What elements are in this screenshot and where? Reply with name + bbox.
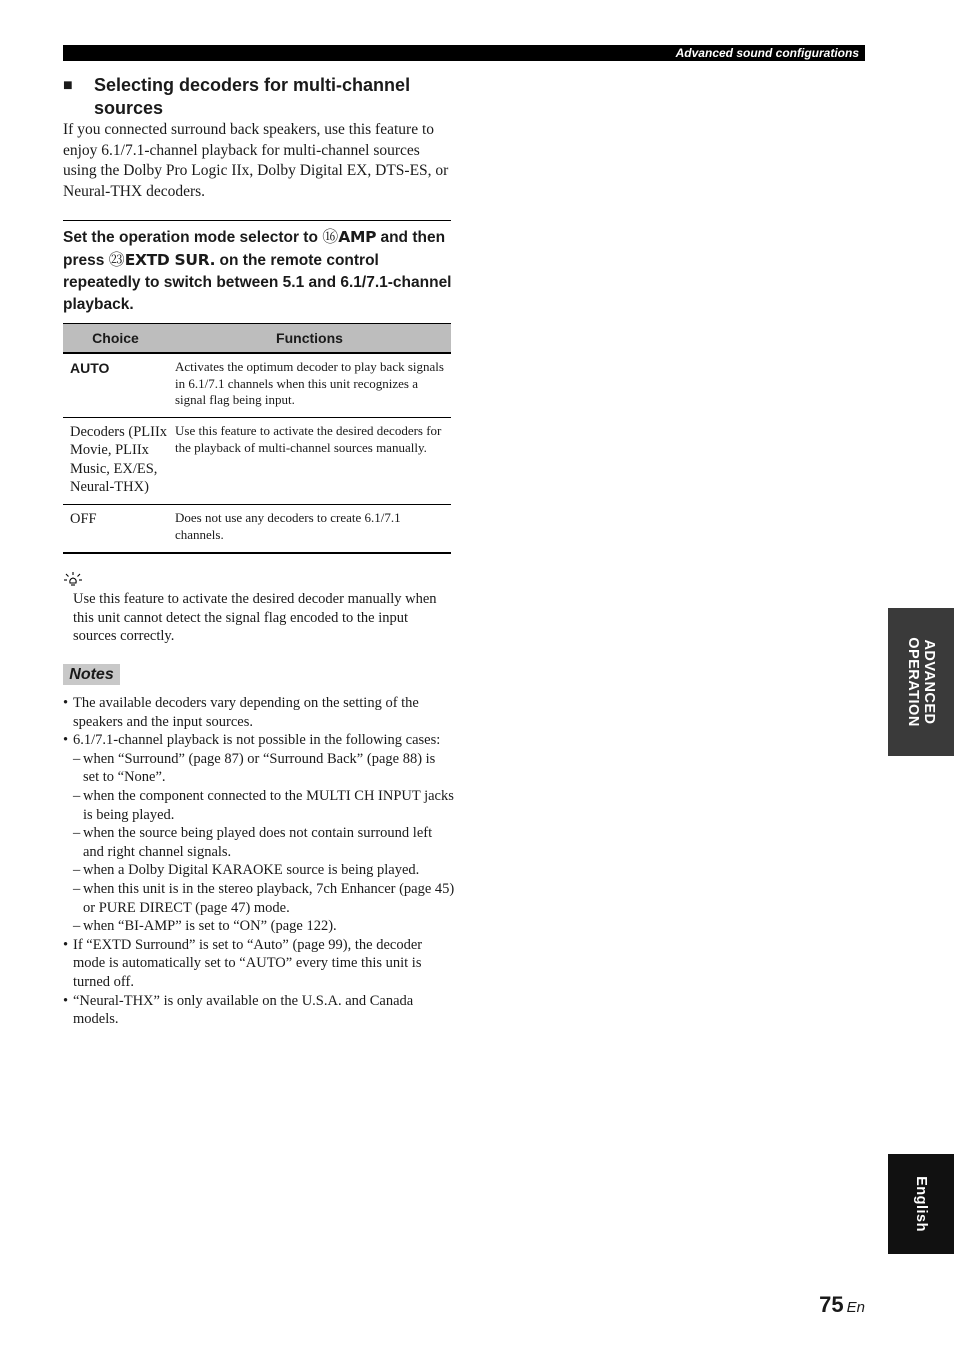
- choice-cell: Decoders (PLIIx Movie, PLIIx Music, EX/ES, Neural-THX): [63, 418, 168, 505]
- header-functions: Functions: [168, 324, 451, 354]
- bullet: •: [63, 732, 69, 749]
- sub-note-text: when the source being played does not contain surround left and right channel signals.: [83, 825, 433, 860]
- function-cell: Use this feature to activate the desired decoders for the playback of multi-channel sources manually.: [168, 418, 451, 505]
- sub-list-item: [63, 750, 455, 787]
- sub-list-item: [63, 787, 455, 824]
- list-item: [63, 731, 455, 750]
- dash: –: [73, 787, 81, 804]
- key-number-16: ⑯: [322, 227, 339, 246]
- notes-label: Notes: [63, 664, 120, 685]
- table-header-row: [63, 324, 451, 354]
- sub-note-text: when “Surround” (page 87) or “Surround Back” (page 88) is set to “None”.: [83, 750, 436, 786]
- page-lang-code: En: [846, 1299, 865, 1316]
- function-cell: Activates the optimum decoder to play back signals in 6.1/7.1 channels when this unit recognizes a signal flag being input.: [168, 353, 451, 418]
- sub-list-item: [63, 861, 455, 880]
- section-title: [63, 74, 453, 120]
- sub-list-item: [63, 917, 455, 936]
- sub-note-text: when “BI-AMP” is set to “ON” (page 122).: [83, 918, 337, 935]
- tip-text: Use this feature to activate the desired decoder manually when this unit cannot detect the signal flag encoded to the input sources correctly.: [73, 591, 437, 645]
- side-tab-english: [888, 1154, 954, 1254]
- header-choice: Choice: [63, 324, 168, 354]
- choices-table: [63, 323, 451, 554]
- dash: –: [73, 880, 81, 897]
- dash: –: [73, 862, 81, 879]
- sub-note-text: when this unit is in the stereo playback, 7ch Enhancer (page 45) or PURE DIRECT (page 47) mode.: [83, 880, 455, 916]
- side-tab-line2: OPERATION: [905, 637, 921, 727]
- page-number: [819, 1292, 865, 1318]
- notes-list: [63, 694, 455, 1029]
- dash: –: [73, 918, 81, 935]
- bullet: •: [63, 695, 69, 711]
- side-tab-language-label: English: [913, 1176, 929, 1232]
- note-text: The available decoders vary depending on the setting of the speakers and the input sources.: [73, 695, 419, 730]
- bullet: •: [63, 992, 69, 1009]
- sub-list-item: [63, 880, 455, 917]
- key-extd-sur: EXTD SUR.: [124, 251, 216, 269]
- sub-note-text: when a Dolby Digital KARAOKE source is being played.: [83, 862, 420, 879]
- list-item: [63, 936, 455, 992]
- note-text: “Neural-THX” is only available on the U.S.A. and Canada models.: [73, 992, 414, 1028]
- dash: –: [73, 750, 81, 767]
- choice-cell: OFF: [63, 505, 168, 553]
- step-divider: [63, 220, 451, 221]
- intro-paragraph: If you connected surround back speakers, use this feature to enjoy 6.1/7.1-channel playback for multi-channel sources using the Dolby Pro Logic IIx, Dolby Digital EX, DTS-ES, or Neural-THX decoders.: [63, 121, 449, 200]
- header-bar: [63, 45, 865, 61]
- tip-lightbulb-icon: [63, 571, 83, 587]
- side-tab-line1: ADVANCED: [921, 639, 937, 725]
- key-number-23: ㉓: [108, 250, 125, 269]
- note-text: If “EXTD Surround” is set to “Auto” (page 99), the decoder mode is automatically set to “AUTO” every time this unit is turned off.: [73, 936, 423, 990]
- note-text: 6.1/7.1-channel playback is not possible in the following cases:: [73, 732, 441, 749]
- step-part2: and then press: [63, 229, 446, 269]
- step-part1: Set the operation mode selector to: [63, 229, 323, 246]
- table-row: [63, 418, 451, 505]
- side-tab-advanced-operation: [888, 608, 954, 756]
- list-item: [63, 992, 455, 1029]
- step-instruction: [63, 226, 455, 316]
- table-row: [63, 353, 451, 418]
- section-marker: ■: [63, 77, 73, 94]
- sub-list-item: [63, 824, 455, 861]
- section-title-text: Selecting decoders for multi-channel sources: [94, 75, 411, 118]
- running-title: Advanced sound configurations: [675, 46, 859, 60]
- page-number-value: 75: [819, 1292, 844, 1317]
- function-cell: Does not use any decoders to create 6.1/7.1 channels.: [168, 505, 451, 553]
- list-item: [63, 694, 455, 731]
- key-amp: AMP: [338, 228, 377, 246]
- choice-cell: AUTO: [63, 353, 168, 418]
- side-tab-advanced-label: [905, 637, 937, 727]
- sub-note-text: when the component connected to the MULTI CH INPUT jacks is being played.: [83, 787, 454, 823]
- bullet: •: [63, 936, 69, 953]
- step-part3: on the remote control repeatedly to switch between 5.1 and 6.1/7.1-channel playback.: [63, 252, 452, 313]
- dash: –: [73, 825, 81, 842]
- table-row: [63, 505, 451, 553]
